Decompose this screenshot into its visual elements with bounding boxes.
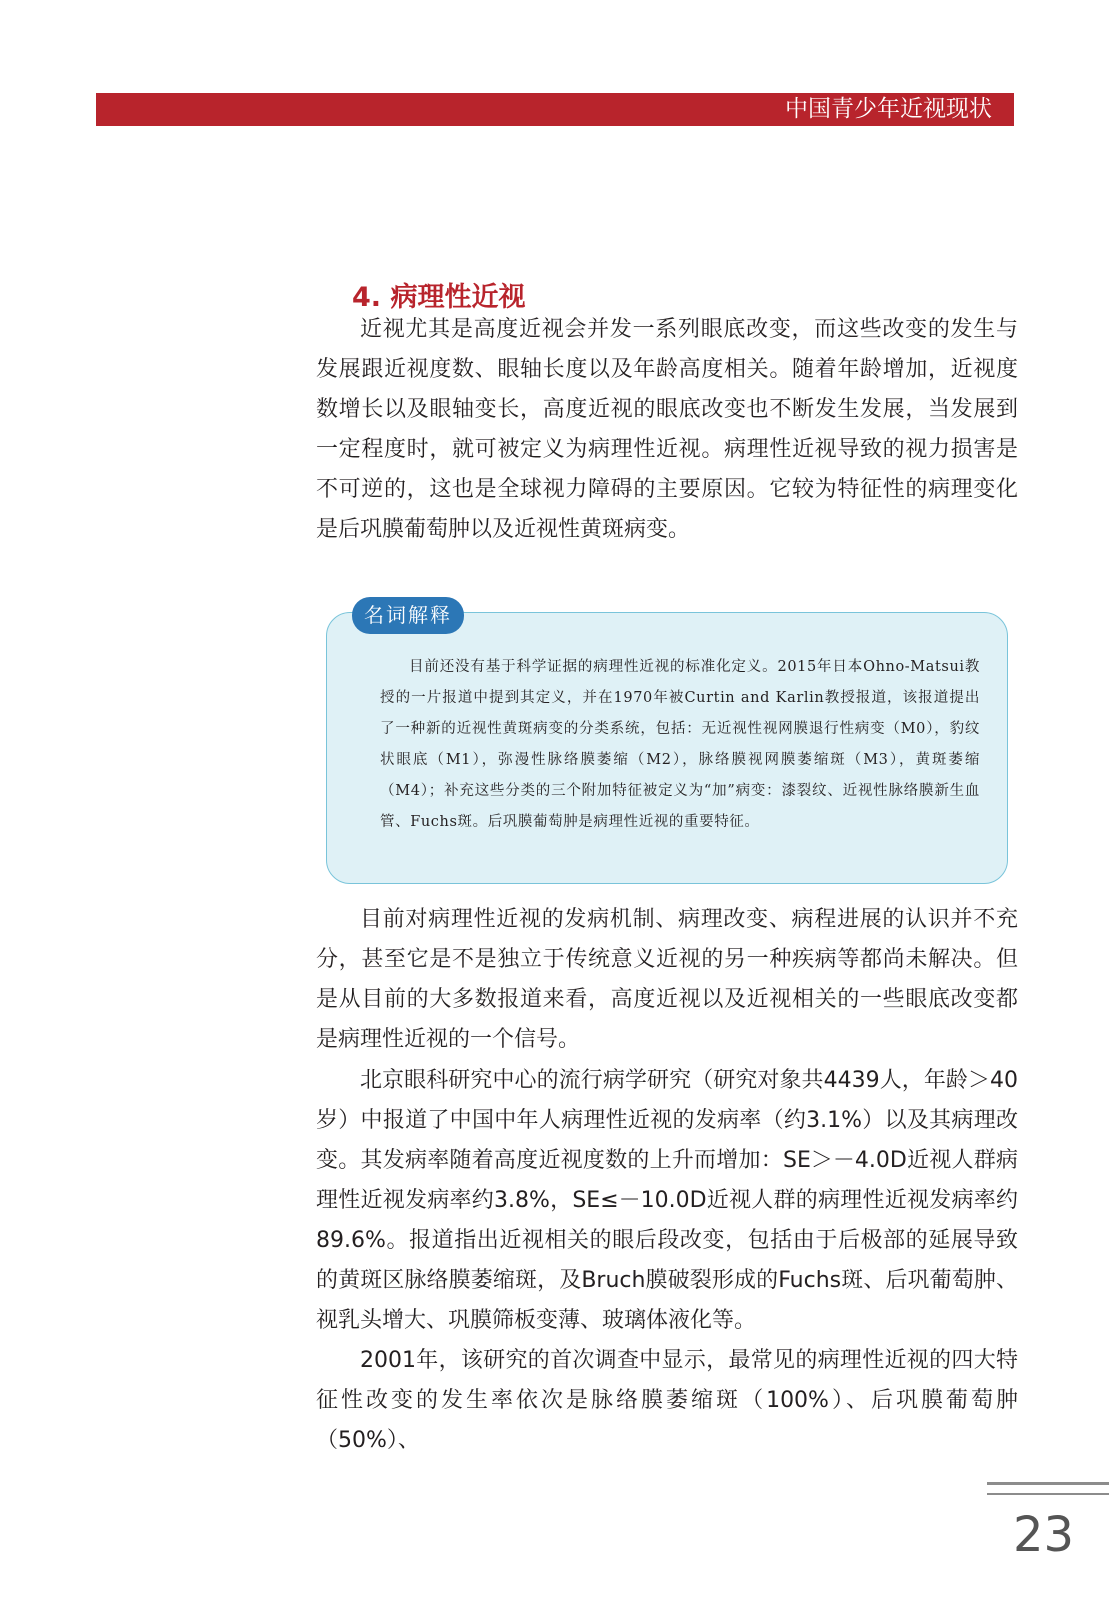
footer-rule-top bbox=[987, 1482, 1109, 1485]
running-header-bar bbox=[96, 93, 1014, 126]
page-number: 23 bbox=[1013, 1507, 1075, 1563]
body-paragraph-beijing-study: 北京眼科研究中心的流行病学研究（研究对象共4439人，年龄＞40岁）中报道了中国中年人病理性近视的发病率（约3.1%）以及其病理改变。其发病率随着高度近视度数的上升而增加：SE＞－4.0D近视人群病理性近视发病率约3.8%，SE≤－10.0D近视人群的病理性近视发病率约89.6%。报道指出近视相关的眼后段改变，包括由于后极部的延展导致的黄斑区脉络膜萎缩斑，及Bruch膜破裂形成的Fuchs斑、后巩葡萄肿、视乳头增大、巩膜筛板变薄、玻璃体液化等。 bbox=[316, 1068, 1018, 1333]
glossary-text: 目前还没有基于科学证据的病理性近视的标准化定义。2015年日本Ohno-Matsui教授的一片报道中提到其定义，并在1970年被Curtin and Karlin教授报道，该报道提出了一种新的近视性黄斑病变的分类系统，包括：无近视性视网膜退行性病变（M0），豹纹状眼底（M1），弥漫性脉络膜萎缩（M2），脉络膜视网膜萎缩斑（M3），黄斑萎缩（M4）；补充这些分类的三个附加特征被定义为“加”病变：漆裂纹、近视性脉络膜新生血管、Fuchs斑。后巩膜葡萄肿是病理性近视的重要特征。 bbox=[380, 659, 980, 830]
intro-paragraph: 近视尤其是高度近视会并发一系列眼底改变，而这些改变的发生与发展跟近视度数、眼轴长度以及年龄高度相关。随着年龄增加，近视度数增长以及眼轴变长，高度近视的眼底改变也不断发生发展，当发展到一定程度时，就可被定义为病理性近视。病理性近视导致的视力损害是不可逆的，这也是全球视力障碍的主要原因。它较为特征性的病理变化是后巩膜葡萄肿以及近视性黄斑病变。 bbox=[316, 317, 1018, 542]
body-paragraph-mechanism: 目前对病理性近视的发病机制、病理改变、病程进展的认识并不充分，甚至它是不是独立于传统意义近视的另一种疾病等都尚未解决。但是从目前的大多数报道来看，高度近视以及近视相关的一些眼底改变都是病理性近视的一个信号。 bbox=[316, 907, 1018, 1052]
section-heading: 4. 病理性近视 bbox=[352, 282, 526, 313]
body-paragraph-2001-survey: 2001年，该研究的首次调查中显示，最常见的病理性近视的四大特征性改变的发生率依次是脉络膜萎缩斑（100%）、后巩膜葡萄肿（50%）、 bbox=[316, 1348, 1018, 1453]
footer-rule-bottom bbox=[987, 1493, 1109, 1495]
running-header-title: 中国青少年近视现状 bbox=[785, 96, 992, 122]
glossary-label: 名词解释 bbox=[352, 597, 464, 634]
